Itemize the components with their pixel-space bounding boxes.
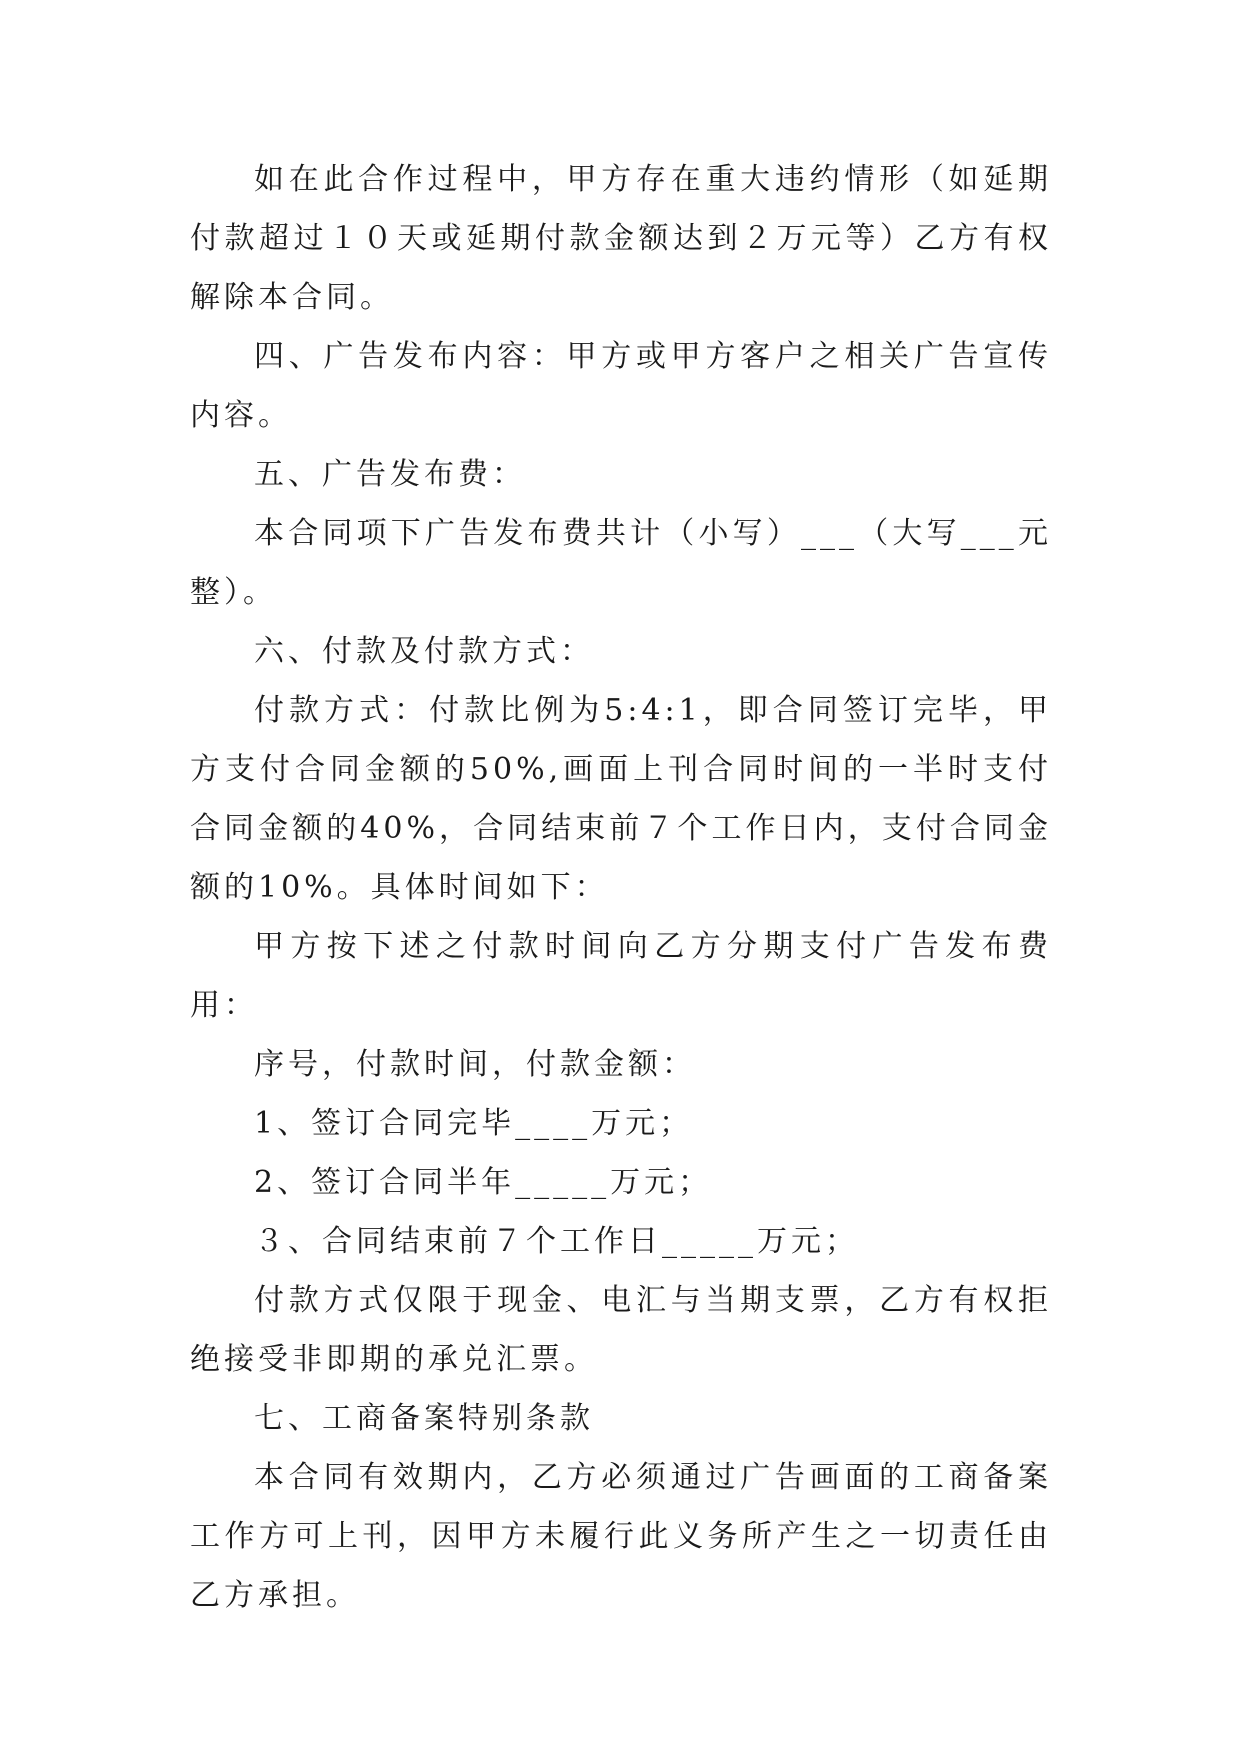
schedule-item-3: ３、合同结束前７个工作日_____万元； (254, 1224, 859, 1259)
paragraph-breach-clause: 如在此合作过程中，甲方存在重大违约情形（如延期付款超过１０天或延期付款金额达到２万元等）乙方有权解除本合同。 (190, 162, 1052, 315)
schedule-item-1: 1、签订合同完毕____万元； (254, 1106, 694, 1141)
paragraph-payment-method: 付款方式：付款比例为5:4:1，即合同签订完毕，甲方支付合同金额的50%,画面上刊合同时间的一半时支付合同金额的40%，合同结束前７个工作日内，支付合同金额的10%。具体时间如下： (190, 693, 1052, 905)
paragraph-filing-clause: 本合同有效期内，乙方必须通过广告画面的工商备案工作方可上刊，因甲方未履行此义务所产生之一切责任由乙方承担。 (190, 1460, 1052, 1613)
heading-filing-clause: 七、工商备案特别条款 (254, 1401, 594, 1436)
heading-payment: 六、付款及付款方式： (254, 634, 594, 669)
paragraph-installments: 甲方按下述之付款时间向乙方分期支付广告发布费用： (190, 929, 1052, 1023)
schedule-item-2: 2、签订合同半年_____万元； (254, 1165, 713, 1200)
paragraph-schedule-header: 序号，付款时间，付款金额： (254, 1047, 696, 1082)
heading-ad-fee: 五、广告发布费： (254, 457, 526, 492)
paragraph-ad-content: 四、广告发布内容：甲方或甲方客户之相关广告宣传内容。 (190, 339, 1052, 433)
document-body (190, 150, 1052, 1625)
paragraph-ad-fee-total: 本合同项下广告发布费共计（小写）___（大写___元整）。 (190, 516, 1052, 610)
paragraph-payment-restriction: 付款方式仅限于现金、电汇与当期支票，乙方有权拒绝接受非即期的承兑汇票。 (190, 1283, 1052, 1377)
